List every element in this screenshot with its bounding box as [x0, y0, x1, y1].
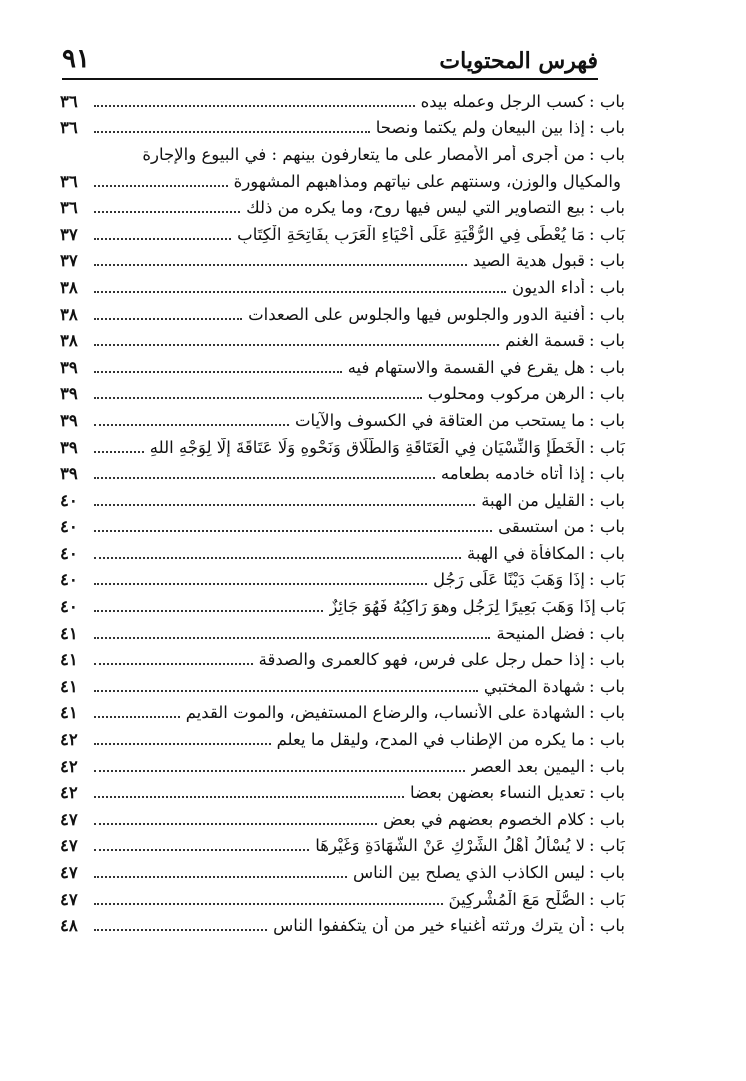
toc-entry-page: ٣٩ — [60, 410, 78, 430]
toc-entry-title: تعديل النساء بعضهن بعضا — [409, 783, 586, 803]
dot-leader — [94, 875, 347, 878]
dot-leader — [94, 902, 443, 905]
toc-entry-title: المكافأة في الهبة — [467, 543, 586, 563]
toc-entry-label: باب : — [589, 676, 625, 696]
toc-entry — [60, 141, 625, 168]
toc-entry-label: باب : — [589, 650, 625, 670]
toc-entry-page: ٣٨ — [60, 277, 78, 297]
toc-entry — [60, 434, 625, 461]
toc-entry-title: من استسقى — [498, 517, 586, 537]
toc-entry-page: ٤٧ — [60, 863, 78, 883]
dot-leader — [94, 715, 180, 718]
toc-entry-title: لا يُسْأَلُ أَهْلُ الشِّرْكِ عَنْ الشَّهَادَةِ وَغَيْرِهَا — [315, 836, 586, 856]
toc-entry-title: إذا بين البيعان ولم يكتما ونصحا — [375, 118, 586, 138]
toc-entry — [60, 753, 625, 780]
dot-leader — [94, 104, 415, 107]
toc-entry — [60, 779, 625, 806]
toc-entry-title: شهادة المختبي — [483, 676, 586, 696]
toc-entry-title: إِذَا وَهَبَ دَيْنًا عَلَى رَجُلٍ — [432, 570, 586, 590]
toc-entry-label: باب : — [589, 304, 625, 324]
dot-leader — [94, 130, 370, 133]
dot-leader — [94, 423, 289, 426]
toc-entry-title: قسمة الغنم — [505, 331, 586, 351]
toc-entry — [60, 194, 625, 221]
dot-leader — [94, 582, 427, 585]
toc-entry-label: باب : — [589, 543, 625, 563]
toc-entry — [60, 806, 625, 833]
toc-entry-page: ٤٨ — [60, 916, 78, 936]
dot-leader — [94, 237, 231, 240]
dot-leader — [94, 689, 478, 692]
toc-entry-title: الرهن مركوب ومحلوب — [427, 384, 586, 404]
toc-entry-label: باب : — [589, 144, 625, 164]
toc-entry-title: إذا أتاه خادمه بطعامه — [440, 464, 586, 484]
toc-entry-title: أداء الديون — [512, 277, 586, 297]
dot-leader — [94, 636, 490, 639]
toc-entry-label: باب : — [589, 730, 625, 750]
toc-entry-title: والمكيال والوزن، وسنتهم على نياتهم ومذاهبهم المشهورة — [233, 171, 621, 191]
toc-entry-label: بَاب : — [589, 836, 625, 856]
page-title: فهرس المحتويات — [439, 48, 598, 74]
toc-entry-page: ٤٧ — [60, 809, 78, 829]
toc-entry-label: باب : — [589, 916, 625, 936]
toc-entry-title: الشهادة على الأنساب، والرضاع المستفيض، والموت القديم — [185, 703, 586, 723]
toc-entry — [60, 567, 625, 594]
toc-entry-label: بَاب : — [589, 224, 625, 244]
toc-entry — [60, 88, 625, 115]
toc-entry — [60, 327, 625, 354]
toc-entry — [60, 593, 625, 620]
toc-entry — [60, 540, 625, 567]
toc-entry-label: باب : — [589, 517, 625, 537]
toc-entry — [60, 354, 625, 381]
toc-entry-page: ٣٧ — [60, 224, 78, 244]
toc-entry-page: ٤٢ — [60, 730, 78, 750]
dot-leader — [94, 795, 404, 798]
toc-entry-label: بَاب : — [589, 437, 625, 457]
toc-entry-page: ٤٠ — [60, 570, 78, 590]
table-of-contents — [60, 88, 625, 939]
toc-entry-page: ٣٩ — [60, 464, 78, 484]
toc-entry-page: ٤٠ — [60, 490, 78, 510]
toc-entry-title: هل يقرع في القسمة والاستهام فيه — [347, 357, 586, 377]
toc-entry-label: باب : — [589, 118, 625, 138]
toc-entry-title: الْخَطَإِ وَالنِّسْيَانِ فِي الْعَتَاقَةِ وَالطَّلَاقِ وَنَحْوِهِ وَلَا عَتَاقَةَ إِلَّا لِوَجْهِ اللهِ — [149, 437, 586, 457]
toc-entry-label: باب : — [589, 357, 625, 377]
toc-entry-page: ٣٩ — [60, 357, 78, 377]
toc-entry — [60, 514, 625, 541]
toc-entry — [60, 248, 625, 275]
toc-entry-title: كسب الرجل وعمله بيده — [420, 91, 586, 111]
toc-entry-label: باب : — [589, 756, 625, 776]
toc-entry-title: مَا يُعْطَى فِي الرُّقْيَةِ عَلَى أَحْيَاءِ الْعَرَبِ بِفَاتِحَةِ الْكِتَابِ — [237, 224, 586, 244]
toc-entry-page: ٣٩ — [60, 437, 78, 457]
toc-entry-label: بَاب : — [589, 889, 625, 909]
toc-entry-title: كلام الخصوم بعضهم في بعض — [382, 809, 586, 829]
toc-entry — [60, 460, 625, 487]
toc-entry-page: ٣٨ — [60, 331, 78, 351]
toc-entry-title: من أجرى أمر الأمصار على ما يتعارفون بينهم : في البيوع والإجارة — [142, 144, 586, 164]
toc-entry-title: الصُّلْحِ مَعَ الْمُشْرِكِينَ — [448, 889, 586, 909]
toc-entry-page: ٤٧ — [60, 836, 78, 856]
toc-entry-page: ٤٠ — [60, 543, 78, 563]
toc-entry — [60, 726, 625, 753]
dot-leader — [94, 609, 323, 612]
toc-entry-label: باب : — [589, 490, 625, 510]
toc-entry-page: ٤١ — [60, 676, 78, 696]
toc-entry-title: أفنية الدور والجلوس فيها والجلوس على الصعدات — [248, 304, 586, 324]
toc-entry-page: ٤٧ — [60, 889, 78, 909]
toc-entry-label: باب : — [589, 410, 625, 430]
toc-entry-label: باب : — [589, 91, 625, 111]
toc-entry-page: ٤٢ — [60, 756, 78, 776]
toc-entry-page: ٣٨ — [60, 304, 78, 324]
toc-entry — [60, 912, 625, 939]
toc-entry-page: ٤١ — [60, 623, 78, 643]
toc-entry-label: بَاب : — [589, 570, 625, 590]
dot-leader — [94, 822, 377, 825]
toc-entry-label: باب : — [589, 384, 625, 404]
toc-entry — [60, 274, 625, 301]
toc-entry-title: فضل المنيحة — [496, 623, 586, 643]
toc-entry-label: باب : — [589, 809, 625, 829]
toc-entry-title: ليس الكاذب الذي يصلح بين الناس — [353, 863, 586, 883]
toc-entry — [60, 859, 625, 886]
toc-entry-page: ٣٧ — [60, 251, 78, 271]
dot-leader — [94, 529, 492, 532]
toc-entry-title: إِذَا وَهَبَ بَعِيرًا لِرَجُلٍ وهوَ رَاكِبُهُ فَهُوَ جَائِزٌ — [329, 597, 596, 617]
dot-leader — [94, 556, 461, 559]
toc-entry-page: ٤١ — [60, 650, 78, 670]
toc-entry-label: باب : — [589, 703, 625, 723]
dot-leader — [94, 742, 271, 745]
toc-entry-page: ٤٢ — [60, 783, 78, 803]
toc-entry-title: اليمين بعد العصر — [470, 756, 586, 776]
dot-leader — [94, 662, 253, 665]
dot-leader — [94, 263, 467, 266]
toc-entry — [60, 700, 625, 727]
toc-entry — [60, 301, 625, 328]
toc-entry-label: باب : — [589, 198, 625, 218]
toc-entry — [60, 168, 625, 195]
toc-entry — [60, 886, 625, 913]
toc-entry — [60, 673, 625, 700]
toc-entry-page: ٣٦ — [60, 91, 78, 111]
toc-entry-page: ٣٦ — [60, 118, 78, 138]
dot-leader — [94, 317, 242, 320]
toc-entry-title: بيع التصاوير التي ليس فيها روح، وما يكره من ذلك — [246, 198, 586, 218]
dot-leader — [94, 210, 240, 213]
dot-leader — [94, 184, 228, 187]
toc-entry-label: باب : — [589, 863, 625, 883]
dot-leader — [94, 769, 465, 772]
toc-entry-label: باب : — [589, 783, 625, 803]
toc-entry-label: باب : — [589, 277, 625, 297]
toc-entry-title: ما يستحب من العتاقة في الكسوف والآيات — [295, 410, 586, 430]
toc-entry-label: بَاب — [599, 597, 625, 617]
toc-entry — [60, 487, 625, 514]
toc-entry-page: ٣٩ — [60, 384, 78, 404]
dot-leader — [94, 928, 267, 931]
toc-entry — [60, 620, 625, 647]
dot-leader — [94, 848, 309, 851]
toc-entry — [60, 646, 625, 673]
toc-entry-page: ٤٠ — [60, 597, 78, 617]
toc-entry — [60, 115, 625, 142]
toc-entry-page: ٣٦ — [60, 171, 78, 191]
toc-entry-label: باب : — [589, 331, 625, 351]
toc-entry — [60, 221, 625, 248]
dot-leader — [94, 370, 342, 373]
dot-leader — [94, 343, 499, 346]
toc-entry-title: قبول هدية الصيد — [472, 251, 586, 271]
page-header — [62, 28, 598, 80]
dot-leader — [94, 503, 475, 506]
dot-leader — [94, 290, 506, 293]
toc-entry-title: أن يترك ورثته أغنياء خير من أن يتكففوا الناس — [273, 916, 586, 936]
toc-entry-label: باب : — [589, 623, 625, 643]
toc-entry — [60, 407, 625, 434]
dot-leader — [94, 450, 144, 453]
toc-entry — [60, 833, 625, 860]
toc-entry-title: القليل من الهبة — [481, 490, 586, 510]
toc-entry-label: باب : — [589, 251, 625, 271]
toc-entry — [60, 381, 625, 408]
toc-entry-page: ٤١ — [60, 703, 78, 723]
page-number: ٩١ — [62, 44, 90, 74]
dot-leader — [94, 396, 422, 399]
toc-entry-title: ما يكره من الإطناب في المدح، وليقل ما يعلم — [276, 730, 586, 750]
dot-leader — [94, 476, 435, 479]
toc-entry-page: ٤٠ — [60, 517, 78, 537]
toc-entry-page: ٣٦ — [60, 198, 78, 218]
toc-entry-label: باب : — [589, 464, 625, 484]
toc-entry-title: إذا حمل رجل على فرس، فهو كالعمرى والصدقة — [258, 650, 586, 670]
